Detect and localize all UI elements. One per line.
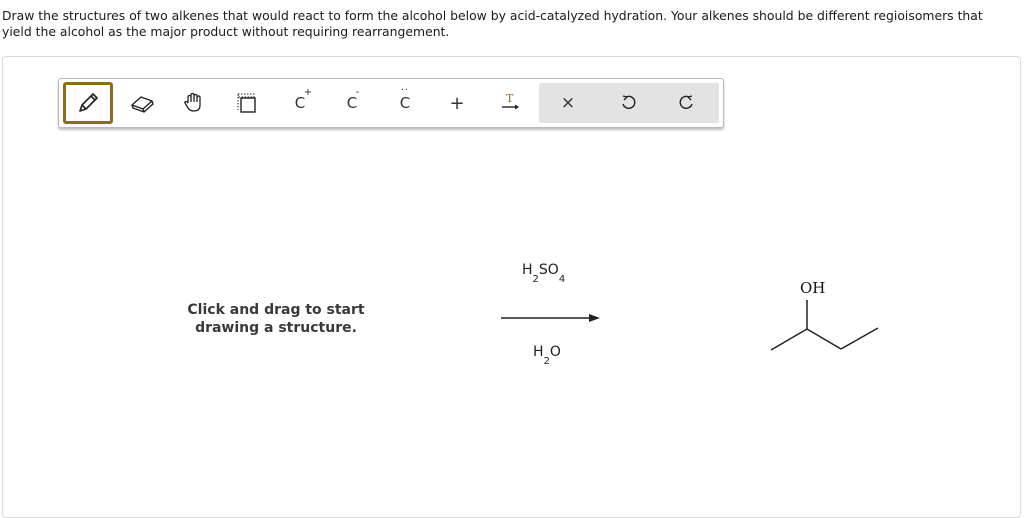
reaction-arrow <box>500 311 602 325</box>
hint-line-1: Click and drag to start <box>187 302 365 318</box>
canvas-hint <box>170 301 382 337</box>
redo-icon <box>678 94 696 112</box>
clear-tool[interactable] <box>543 83 593 123</box>
plus-tool[interactable] <box>432 83 482 123</box>
hydroxyl-label: OH <box>800 279 826 297</box>
select-tool[interactable] <box>222 83 272 123</box>
carbocation-tool[interactable] <box>275 83 325 123</box>
carbocation-label: C + <box>294 87 313 112</box>
pencil-tool[interactable] <box>63 82 113 124</box>
hint-line-2: drawing a structure. <box>195 320 357 336</box>
undo-tool[interactable] <box>603 83 653 123</box>
text-arrow-tool[interactable] <box>486 83 536 123</box>
eraser-tool[interactable] <box>117 83 167 123</box>
hand-icon <box>182 92 204 114</box>
text-arrow-icon <box>497 91 525 115</box>
hand-tool[interactable] <box>168 83 218 123</box>
carbanion-tool[interactable] <box>327 83 377 123</box>
question-text: Draw the structures of two alkenes that would react to form the alcohol below by acid-catalyzed hydration. Your alkenes should be different regioisomers that yield the alcohol as the major product without requiring rearrangement. <box>2 8 983 39</box>
lone-pair-tool[interactable] <box>380 83 430 123</box>
redo-tool[interactable] <box>662 83 712 123</box>
drawing-toolbar <box>58 78 724 128</box>
lone-pair-label: ·· C <box>399 85 411 112</box>
plus-label: + <box>449 92 465 114</box>
reagent-sulfuric-acid: $H_2SO_4$ <box>522 262 566 285</box>
close-icon: × <box>560 93 576 113</box>
carbanion-label: C - <box>346 87 360 112</box>
svg-text:T: T <box>506 92 514 105</box>
reagent-water: $H_2O$ <box>533 344 561 367</box>
eraser-icon <box>129 92 155 114</box>
undo-icon <box>619 94 637 112</box>
marquee-select-icon <box>235 92 259 114</box>
product-skeletal-structure <box>765 296 885 356</box>
pencil-icon <box>75 90 101 116</box>
